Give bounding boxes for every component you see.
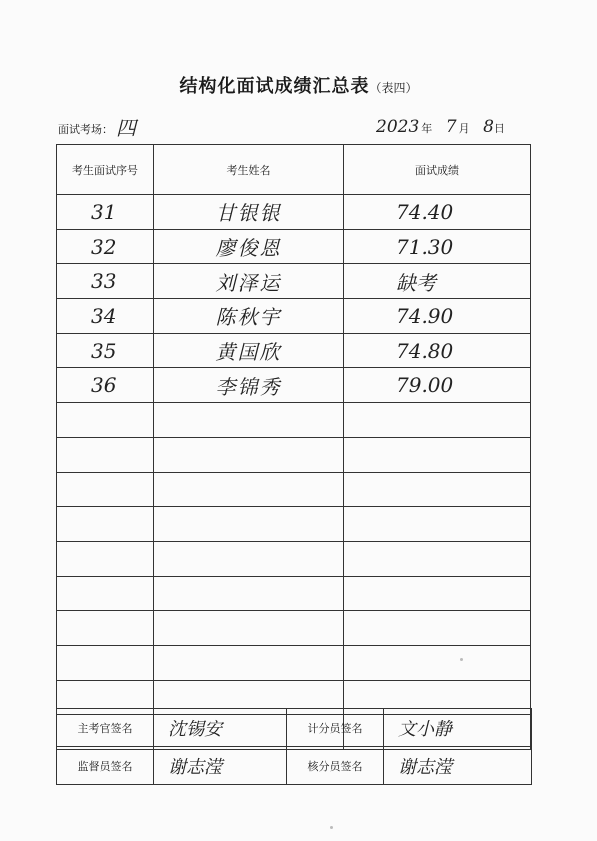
cell-score [344, 299, 531, 334]
cell-seq [57, 472, 154, 507]
table-row [57, 472, 531, 507]
cell-score-text: 74.80 [396, 338, 454, 363]
cell-score [344, 576, 531, 611]
cell-name [154, 403, 344, 438]
cell-name [154, 333, 344, 368]
cell-score [344, 507, 531, 542]
cell-name-text: 廖俊恩 [215, 236, 282, 261]
cell-score [344, 195, 531, 230]
cell-score-text: 71.30 [396, 234, 454, 259]
cell-score-text: 79.00 [396, 373, 454, 398]
table-row [57, 299, 531, 334]
signature-row-2 [57, 747, 532, 785]
title-text: 结构化面试成绩汇总表 [179, 76, 370, 97]
cell-score [344, 264, 531, 299]
cell-seq-text: 31 [91, 199, 117, 224]
cell-seq [57, 299, 154, 334]
cell-score [344, 645, 531, 680]
cell-score [344, 541, 531, 576]
supervisor-signature [154, 747, 287, 785]
cell-seq-text: 35 [91, 338, 117, 363]
signature-row-1 [57, 709, 532, 747]
header-score: 面试成绩 [344, 145, 531, 195]
scorer-label: 计分员签名 [287, 709, 384, 747]
cell-name [154, 229, 344, 264]
table-row [57, 333, 531, 368]
table-row [57, 264, 531, 299]
cell-seq-text: 36 [91, 373, 117, 398]
table-header-row [57, 145, 531, 195]
cell-name-text: 李锦秀 [215, 374, 282, 399]
date-day-unit: 日 [493, 122, 505, 135]
cell-seq-text: 33 [91, 269, 117, 294]
table-row [57, 437, 531, 472]
cell-seq [57, 403, 154, 438]
chief-signature-text: 沈锡安 [168, 718, 222, 740]
title-suffix: （表四） [369, 81, 418, 95]
cell-name [154, 541, 344, 576]
cell-seq [57, 645, 154, 680]
cell-seq [57, 507, 154, 542]
cell-score-text: 缺考 [396, 270, 436, 295]
date-month: 7 [445, 117, 457, 137]
venue-label: 面试考场： [58, 123, 113, 136]
cell-seq [57, 368, 154, 403]
table-row [57, 195, 531, 230]
cell-name-text: 黄国欣 [215, 340, 282, 365]
scan-speck [460, 658, 463, 661]
cell-score [344, 333, 531, 368]
cell-name-text: 陈秋宇 [215, 305, 282, 330]
cell-name [154, 299, 344, 334]
venue-value: 四 [116, 116, 136, 140]
cell-name [154, 472, 344, 507]
scorer-signature-text: 文小静 [398, 718, 452, 740]
signature-table [56, 708, 532, 785]
cell-name [154, 437, 344, 472]
cell-seq [57, 576, 154, 611]
date-line [376, 117, 505, 137]
cell-seq [57, 195, 154, 230]
cell-name [154, 264, 344, 299]
date-month-unit: 月 [458, 122, 470, 135]
cell-name [154, 576, 344, 611]
scorer-signature [384, 709, 532, 747]
supervisor-signature-text: 谢志滢 [168, 756, 222, 778]
cell-seq [57, 229, 154, 264]
scan-speck [330, 826, 333, 829]
chief-signature [154, 709, 287, 747]
checker-signature [384, 747, 532, 785]
table-row [57, 229, 531, 264]
header-name: 考生姓名 [154, 145, 344, 195]
cell-name-text: 刘泽运 [215, 270, 282, 295]
table-row [57, 611, 531, 646]
cell-score [344, 403, 531, 438]
table-row [57, 541, 531, 576]
table-row [57, 576, 531, 611]
table-row [57, 507, 531, 542]
cell-seq-text: 34 [91, 303, 117, 328]
table-row [57, 368, 531, 403]
cell-seq [57, 541, 154, 576]
cell-seq-text: 32 [91, 234, 117, 259]
cell-score [344, 229, 531, 264]
checker-signature-text: 谢志滢 [398, 756, 452, 778]
cell-score-text: 74.90 [396, 303, 454, 328]
date-year: 2023 [376, 117, 420, 137]
table-row [57, 645, 531, 680]
cell-name [154, 611, 344, 646]
cell-score-text: 74.40 [396, 199, 454, 224]
cell-seq [57, 611, 154, 646]
cell-seq [57, 333, 154, 368]
page-title [0, 72, 597, 98]
cell-name [154, 645, 344, 680]
cell-name [154, 368, 344, 403]
supervisor-label: 监督员签名 [57, 747, 154, 785]
cell-name-text: 甘银银 [215, 201, 282, 226]
checker-label: 核分员签名 [287, 747, 384, 785]
cell-score [344, 437, 531, 472]
chief-label: 主考官签名 [57, 709, 154, 747]
date-year-unit: 年 [421, 122, 433, 135]
cell-seq [57, 264, 154, 299]
cell-name [154, 195, 344, 230]
header-seq: 考生面试序号 [57, 145, 154, 195]
cell-name [154, 507, 344, 542]
date-day: 8 [483, 117, 494, 137]
cell-score [344, 368, 531, 403]
cell-score [344, 611, 531, 646]
cell-score [344, 472, 531, 507]
table-row [57, 403, 531, 438]
cell-seq [57, 437, 154, 472]
